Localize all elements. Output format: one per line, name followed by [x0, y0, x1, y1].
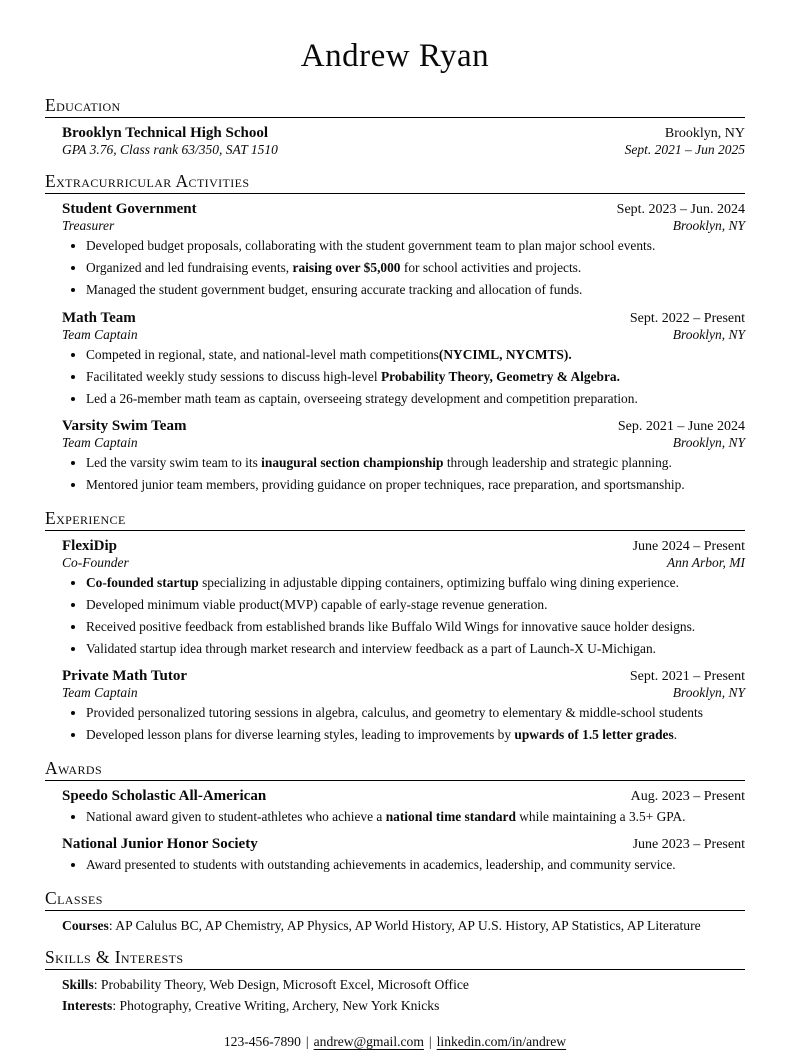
resume-entry — [62, 418, 745, 495]
entry-bullets — [62, 856, 745, 875]
bullet-item — [86, 259, 745, 278]
entry-subheader-row — [62, 142, 745, 158]
bullet-item — [86, 726, 745, 745]
info-line — [62, 998, 745, 1014]
entry-date: Sept. 2022 – Present — [629, 310, 745, 326]
plain-text: : Photography, Creative Writing, Archery, New York Knicks — [112, 997, 440, 1013]
bold-text: Co-founded startup — [86, 574, 199, 590]
awards-entries — [45, 788, 745, 875]
entry-header-row — [62, 836, 745, 853]
bullet-item — [86, 454, 745, 473]
bold-text: (NYCIML, NYCMTS). — [438, 346, 572, 362]
entry-subheader-row — [62, 218, 745, 234]
skills-lines — [62, 977, 745, 1014]
entry-bullets — [62, 237, 745, 300]
resume-entry — [62, 201, 745, 300]
entry-role: Team Captain — [62, 326, 138, 342]
entry-bullets — [62, 454, 745, 495]
bold-text: national time standard — [385, 808, 516, 824]
entry-header-row — [62, 310, 745, 327]
bullet-item — [86, 281, 745, 300]
entry-bullets — [62, 346, 745, 409]
email-link[interactable]: andrew@gmail.com — [313, 1033, 424, 1049]
section-heading-awards: Awards — [45, 758, 745, 781]
entry-date: Sept. 2023 – Jun. 2024 — [616, 202, 745, 217]
plain-text: National award given to student-athletes who achieve a — [86, 808, 386, 824]
section-heading-experience: Experience — [45, 508, 745, 531]
resume-name: Andrew Ryan — [300, 38, 490, 74]
bullet-item — [86, 618, 745, 637]
linkedin-link[interactable]: linkedin.com/in/andrew — [436, 1033, 567, 1049]
section-education — [45, 95, 745, 158]
resume-entry — [62, 668, 745, 745]
contact-footer — [45, 1034, 745, 1050]
bullet-item — [86, 596, 745, 615]
entry-title: Math Team — [62, 309, 136, 326]
plain-text: : AP Calulus BC, AP Chemistry, AP Physics, AP World History, AP U.S. History, AP Statistics, AP Literature — [108, 917, 701, 933]
entry-location: Sept. 2021 – Jun 2025 — [624, 142, 745, 157]
entry-title: Student Government — [62, 201, 197, 217]
entry-subheader-row — [62, 685, 745, 701]
entry-bullets — [62, 704, 745, 745]
section-awards — [45, 758, 745, 875]
entry-title: Private Math Tutor — [62, 668, 187, 684]
classes-lines — [62, 918, 745, 934]
bullet-item — [86, 704, 745, 723]
plain-text: Received positive feedback from established brands like Buffalo Wild Wings for innovative sauce holder designs. — [86, 618, 696, 634]
entry-role: Treasurer — [62, 218, 115, 233]
entry-role: Team Captain — [62, 435, 138, 450]
plain-text: while maintaining a 3.5+ GPA. — [515, 808, 686, 824]
plain-text: through leadership and strategic planning. — [443, 455, 672, 470]
info-line — [62, 918, 745, 934]
section-heading-skills-interests: Skills & Interests — [45, 947, 745, 970]
section-skills-interests — [45, 947, 745, 1014]
bullet-item — [86, 346, 745, 365]
entry-date: June 2024 – Present — [632, 538, 745, 554]
plain-text: for school activities and projects. — [400, 260, 582, 275]
bullet-item — [86, 640, 745, 659]
entry-header-row — [62, 418, 745, 435]
entry-header-row — [62, 201, 745, 218]
info-line — [62, 977, 745, 993]
plain-text: Facilitated weekly study sessions to discuss high-level — [86, 368, 381, 384]
plain-text: Managed the student government budget, ensuring accurate tracking and allocation of funds. — [86, 282, 583, 297]
entry-title: Speedo Scholastic All-American — [62, 787, 267, 804]
entry-header-row — [62, 788, 745, 805]
entry-header-row — [62, 125, 745, 142]
plain-text: Developed minimum viable product(MVP) capable of early-stage revenue generation. — [86, 596, 548, 612]
bold-text: Courses — [62, 917, 109, 933]
footer-separator: | — [428, 1033, 432, 1049]
section-heading-education: Education — [45, 95, 745, 118]
bullet-item — [86, 237, 745, 256]
plain-text: Organized and led fundraising events, — [86, 260, 293, 275]
bold-text: Skills — [62, 976, 94, 992]
resume-entry — [62, 836, 745, 875]
plain-text: Led the varsity swim team to its — [86, 455, 262, 470]
entry-location: Brooklyn, NY — [672, 218, 745, 233]
bullet-item — [86, 390, 745, 409]
entry-title: Brooklyn Technical High School — [62, 125, 269, 141]
entry-date: Brooklyn, NY — [664, 126, 745, 141]
section-heading-classes: Classes — [45, 888, 745, 911]
plain-text: Led a 26-member math team as captain, overseeing strategy development and competition preparation. — [86, 390, 638, 406]
section-extracurricular-activities — [45, 171, 745, 495]
entry-subheader-row — [62, 435, 745, 451]
resume-entry — [62, 538, 745, 659]
entry-bullets — [62, 574, 745, 659]
resume-entry — [62, 125, 745, 158]
plain-text: Developed lesson plans for diverse learning styles, leading to improvements by — [86, 727, 515, 742]
entry-subheader-row — [62, 327, 745, 343]
experience-entries — [45, 538, 745, 745]
resume-entry — [62, 788, 745, 827]
plain-text: Provided personalized tutoring sessions in algebra, calculus, and geometry to elementary & middle-school students — [86, 705, 703, 720]
entry-location: Brooklyn, NY — [672, 685, 745, 700]
bold-text: Interests — [62, 997, 113, 1013]
bullet-item — [86, 476, 745, 495]
plain-text: specializing in adjustable dipping containers, optimizing buffalo wing dining experience. — [198, 574, 679, 590]
bullet-item — [86, 574, 745, 593]
plain-text: Validated startup idea through market research and interview feedback as a part of Launch-X U-Michigan. — [86, 640, 656, 656]
plain-text: Competed in regional, state, and national-level math competitions — [86, 346, 439, 362]
bold-text: Probability Theory, Geometry & Algebra. — [380, 368, 620, 384]
entry-date: June 2023 – Present — [632, 837, 745, 852]
entry-title: Varsity Swim Team — [62, 418, 187, 434]
entry-bullets — [62, 808, 745, 827]
bullet-item — [86, 808, 745, 827]
entry-role: Co-Founder — [62, 554, 129, 570]
plain-text: Award presented to students with outstanding achievements in academics, leadership, and community service. — [86, 857, 676, 872]
entry-date: Aug. 2023 – Present — [630, 788, 745, 804]
entry-subheader-row — [62, 555, 745, 571]
entry-role: Team Captain — [62, 685, 138, 700]
entry-title: FlexiDip — [62, 537, 117, 554]
bold-text: raising over $5,000 — [292, 260, 401, 275]
phone-number: 123-456-7890 — [223, 1033, 301, 1049]
bullet-item — [86, 368, 745, 387]
plain-text: Mentored junior team members, providing guidance on proper techniques, race preparation, and sportsmanship. — [86, 477, 685, 492]
bullet-item — [86, 856, 745, 875]
entry-header-row — [62, 538, 745, 555]
entry-location: Brooklyn, NY — [672, 435, 745, 450]
education-entries — [45, 125, 745, 158]
section-experience — [45, 508, 745, 745]
section-classes — [45, 888, 745, 934]
entry-role: GPA 3.76, Class rank 63/350, SAT 1510 — [62, 142, 278, 157]
entry-title: National Junior Honor Society — [62, 836, 258, 852]
resume-entry — [62, 310, 745, 409]
bold-text: upwards of 1.5 letter grades — [514, 727, 674, 742]
plain-text: : Probability Theory, Web Design, Microsoft Excel, Microsoft Office — [93, 976, 469, 992]
entry-date: Sep. 2021 – June 2024 — [617, 419, 745, 434]
entry-location: Brooklyn, NY — [672, 326, 745, 342]
section-heading-extracurricular-activities: Extracurricular Activities — [45, 171, 745, 194]
bold-text: inaugural section championship — [261, 455, 444, 470]
plain-text: Developed budget proposals, collaborating with the student government team to plan major school events. — [86, 238, 656, 253]
plain-text: . — [673, 727, 678, 742]
footer-separator: | — [305, 1033, 309, 1049]
entry-header-row — [62, 668, 745, 685]
entry-date: Sept. 2021 – Present — [629, 669, 745, 684]
entry-location: Ann Arbor, MI — [666, 554, 745, 570]
extracurricular-entries — [45, 201, 745, 495]
